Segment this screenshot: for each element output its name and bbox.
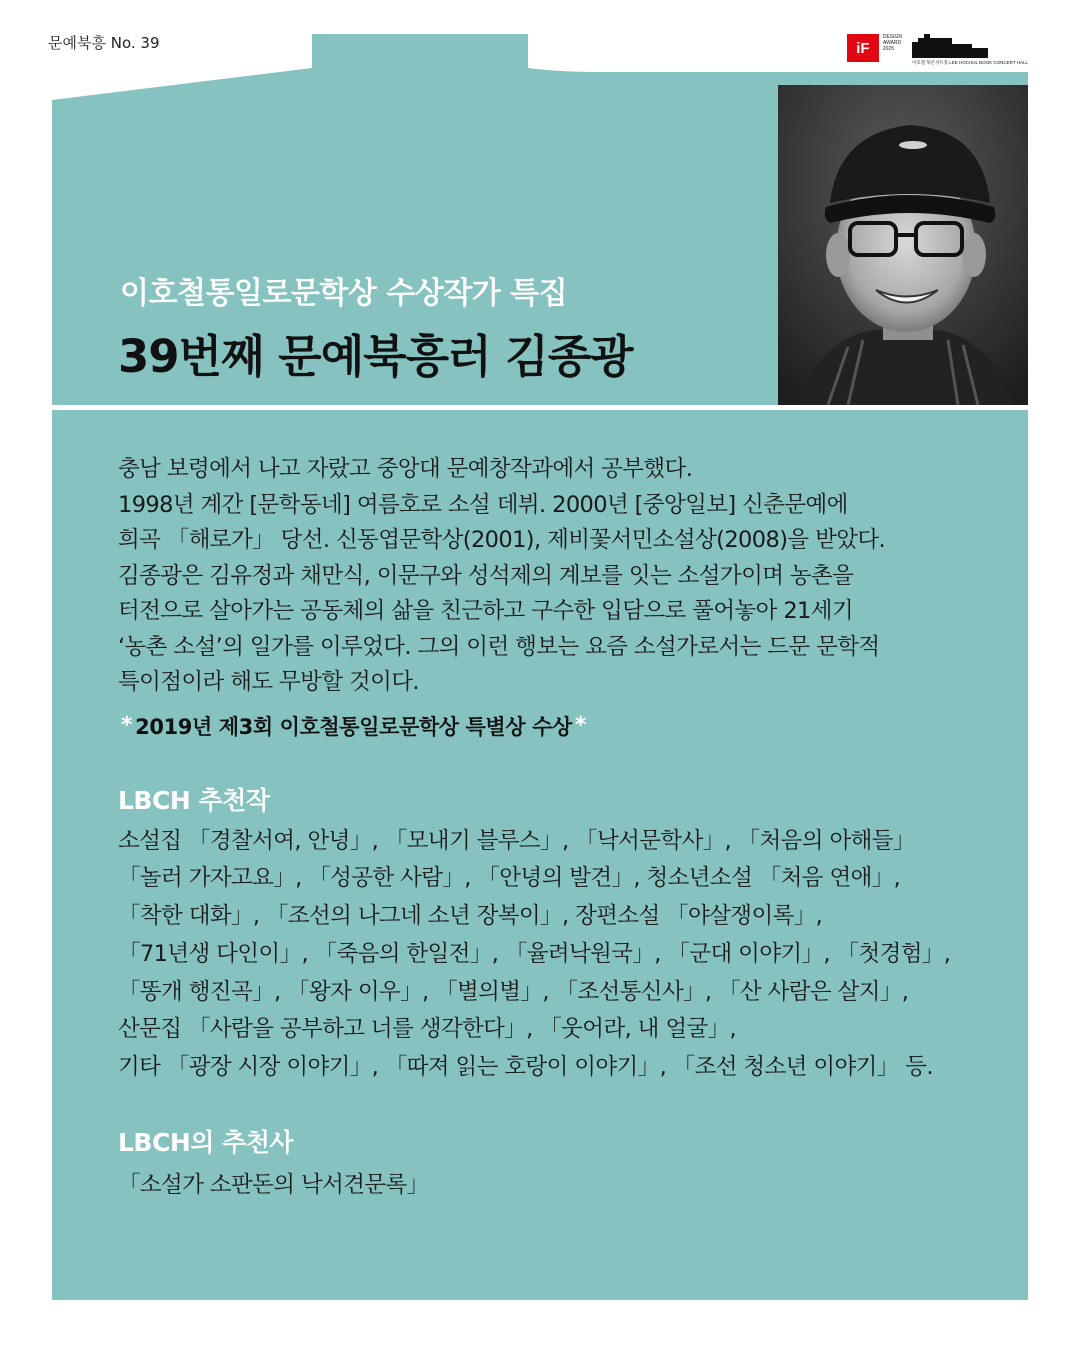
concert-hall-logo <box>912 34 1028 65</box>
works-line: 기타 「광장 시장 이야기」, 「따져 읽는 호랑이 이야기」, 「조선 청소년 이야기」 등. <box>118 1054 933 1081</box>
award-note <box>118 711 978 741</box>
bio-line: 희곡 「해로가」 당선. 신동엽문학상(2001), 제비꽃서민소설상(2008)을 받았다. <box>118 527 886 553</box>
asterisk-icon: * <box>574 713 586 738</box>
works-line: 「71년생 다인이」, 「죽음의 한일전」, 「율려낙원국」, 「군대 이야기」, 「첫경험」, <box>118 940 951 967</box>
works-line: 「똥개 행진곡」, 「왕자 이우」, 「별의별」, 「조선통신사」, 「산 사람은 살지」, <box>118 978 909 1005</box>
content-body <box>118 452 978 1199</box>
bio-line: ‘농촌 소설’의 일가를 이루었다. 그의 이런 행보는 요즘 소설가로서는 드문 문학적 <box>118 633 880 660</box>
recommended-works-list <box>118 823 978 1088</box>
author-bio <box>118 452 978 701</box>
asterisk-icon: * <box>121 713 133 738</box>
bio-line: 충남 보령에서 나고 자랐고 중앙대 문예창작과에서 공부했다. <box>118 456 693 482</box>
if-design-award-logo: iF <box>847 34 879 62</box>
recommended-works-heading: LBCH 추천작 <box>118 785 270 815</box>
works-line: 소설집 「경찰서여, 안녕」, 「모내기 블루스」, 「낙서문학사」, 「처음의 아해들」 <box>118 827 915 854</box>
concert-hall-icon <box>912 34 988 58</box>
author-portrait <box>778 85 1028 405</box>
if-award-caption: DESIGN AWARD 2025 <box>882 34 903 52</box>
recommended-book: 「소설가 소판돈의 낙서견문록」 <box>118 1172 429 1199</box>
works-line: 「놀러 가자고요」, 「성공한 사람」, 「안녕의 발견」, 청소년소설 「처음 연애」, <box>118 865 901 892</box>
bio-line: 터전으로 살아가는 공동체의 삶을 친근하고 구수한 입담으로 풀어놓아 21세기 <box>118 598 854 624</box>
recommended-book-heading: LBCH의 추천사 <box>118 1128 294 1158</box>
page-title: 39번째 문예북흥러 김종광 <box>118 330 633 383</box>
award-text: 2019년 제3회 이호철통일로문학상 특별상 수상 <box>135 714 572 739</box>
concert-hall-name: 이호철 북콘서트홀 LEE HOCHUL BOOK CONCERT HALL <box>912 60 1028 65</box>
bio-line: 1998년 계간 [문학동네] 여름호로 소설 데뷔. 2000년 [중앙일보] 신춘문예에 <box>118 491 848 518</box>
logo-group <box>847 34 1028 65</box>
bio-line: 특이점이라 해도 무방할 것이다. <box>118 669 419 695</box>
works-line: 「착한 대화」, 「조선의 나그네 소년 장복이」, 장편소설 「야살쟁이록」, <box>118 903 823 930</box>
works-line: 산문집 「사람을 공부하고 너를 생각한다」, 「웃어라, 내 얼굴」, <box>118 1016 737 1043</box>
bio-line: 김종광은 김유정과 채만식, 이문구와 성석제의 계보를 잇는 소설가이며 농촌을 <box>118 562 854 589</box>
issue-number: 문예북흥 No. 39 <box>48 34 160 52</box>
page-subtitle: 이호철통일로문학상 수상작가 특집 <box>120 276 568 311</box>
